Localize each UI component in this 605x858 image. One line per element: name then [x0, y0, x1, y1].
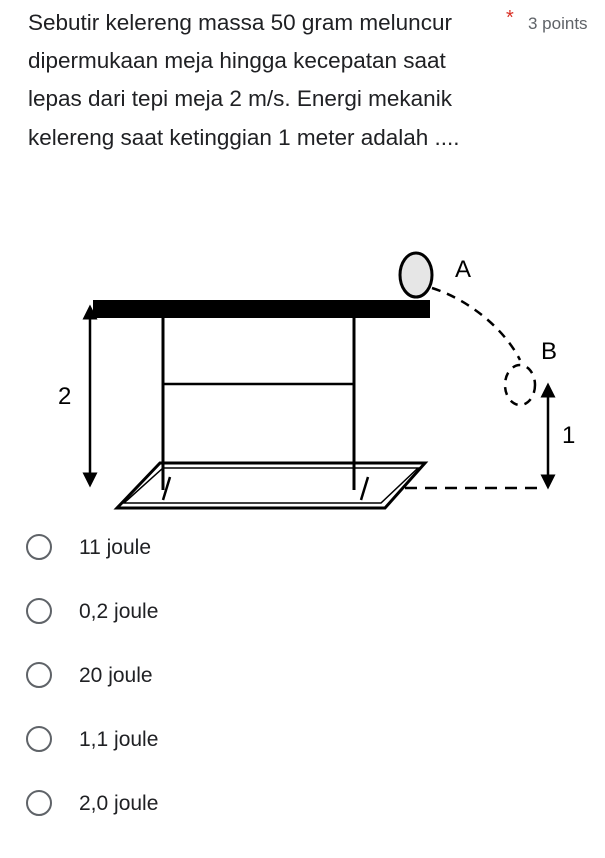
question-figure: [0, 240, 605, 520]
option-label: 1,1 joule: [79, 728, 159, 751]
option-1[interactable]: [24, 530, 324, 570]
trajectory-path: [432, 288, 520, 360]
option-2[interactable]: [24, 594, 324, 634]
option-4[interactable]: [24, 722, 324, 762]
radio-button[interactable]: [26, 534, 52, 560]
option-label: 11 joule: [79, 536, 152, 559]
radio-button[interactable]: [26, 790, 52, 816]
marble-b: [505, 365, 535, 405]
table-foot-right: [361, 477, 368, 500]
height-label-table: 2: [58, 383, 72, 410]
option-label: 20 joule: [79, 664, 153, 687]
question-text: Sebutir kelereng massa 50 gram meluncur dipermukaan meja hingga kecepatan saat lepas dari tepi meja 2 m/s. Energi mekanik kelereng saat ketinggian 1 meter adalah ....: [28, 10, 460, 150]
radio-button[interactable]: [26, 726, 52, 752]
radio-button[interactable]: [26, 598, 52, 624]
option-5[interactable]: [24, 786, 324, 826]
point-a-label: A: [455, 256, 472, 283]
required-indicator: *: [506, 7, 514, 29]
radio-button[interactable]: [26, 662, 52, 688]
points-label: 3 points: [528, 14, 588, 33]
point-b-label: B: [541, 338, 558, 365]
option-label: 2,0 joule: [79, 792, 159, 815]
marble-a: [400, 253, 432, 297]
option-label: 0,2 joule: [79, 600, 159, 623]
option-3[interactable]: [24, 658, 324, 698]
height-label-b: 1: [562, 422, 576, 449]
table-top: [93, 300, 430, 318]
